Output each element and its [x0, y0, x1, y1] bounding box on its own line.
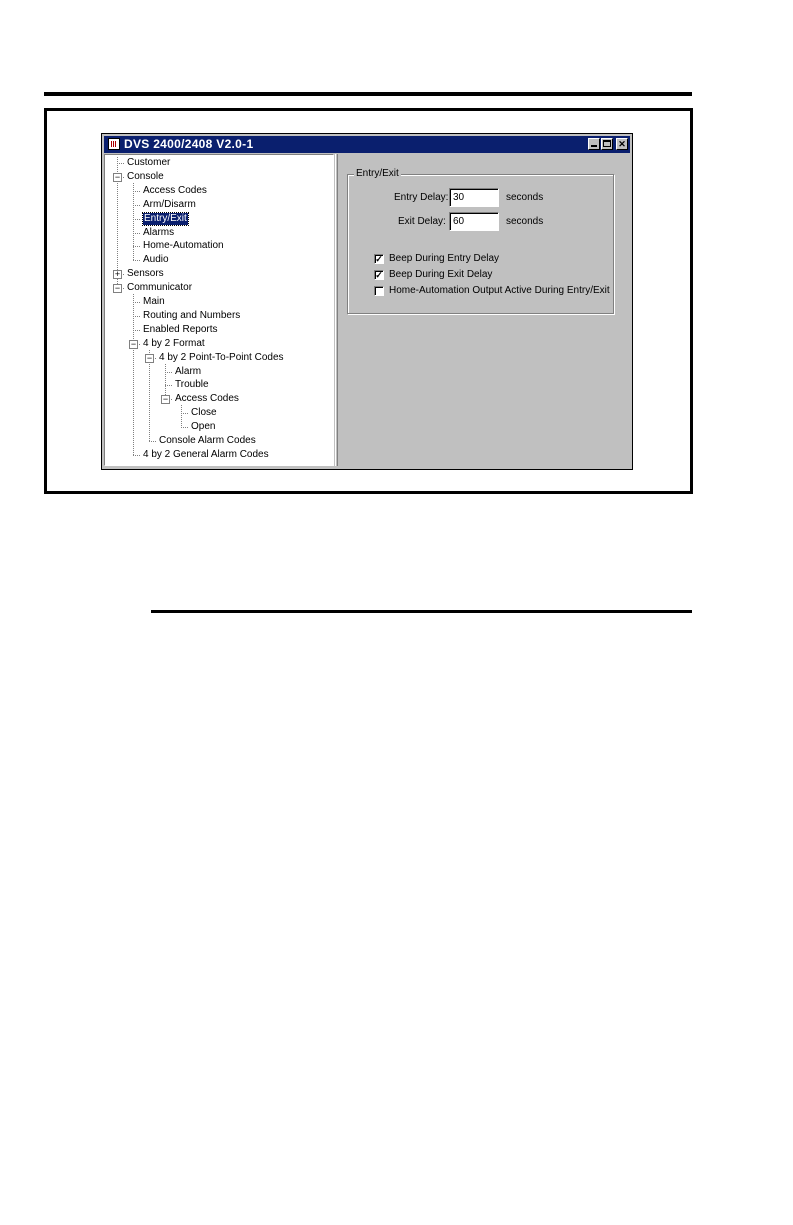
- navigation-tree[interactable]: [104, 154, 334, 466]
- top-rule: [44, 92, 692, 96]
- maximize-icon: [603, 140, 611, 147]
- app-window: [101, 133, 633, 470]
- tree-item[interactable]: Arm/Disarm: [143, 198, 196, 210]
- entry-delay-field[interactable]: [449, 188, 499, 207]
- tree-item[interactable]: 4 by 2 Point-To-Point Codes: [159, 351, 284, 363]
- group-title: Entry/Exit: [356, 168, 399, 179]
- tree-item[interactable]: Open: [191, 421, 216, 433]
- settings-pane: [338, 154, 630, 466]
- tree-item[interactable]: Trouble: [175, 379, 209, 391]
- tree-item[interactable]: Communicator: [127, 282, 193, 294]
- title-bar[interactable]: [104, 136, 630, 153]
- tree-collapse-icon[interactable]: −: [162, 394, 169, 404]
- entry-delay-label: Entry Delay:: [394, 192, 449, 203]
- section-rule: [151, 610, 692, 613]
- tree-item[interactable]: Console Alarm Codes: [159, 435, 256, 446]
- exit-delay-label: Exit Delay:: [398, 216, 446, 227]
- minimize-button[interactable]: [588, 138, 600, 150]
- checkbox[interactable]: ✓: [375, 254, 383, 264]
- tree-item[interactable]: Audio: [143, 254, 169, 266]
- tree-item[interactable]: Alarms: [143, 226, 175, 238]
- entry-exit-group: [347, 168, 614, 314]
- tree-item-selected[interactable]: Entry/Exit: [144, 212, 187, 224]
- checkbox-label[interactable]: Beep During Exit Delay: [389, 269, 493, 280]
- entry-delay-units: seconds: [506, 192, 544, 203]
- exit-delay-field[interactable]: [449, 212, 499, 231]
- tree-item[interactable]: Access Codes: [143, 184, 207, 196]
- tree-item[interactable]: Alarm: [175, 365, 202, 377]
- tree-collapse-icon[interactable]: −: [114, 283, 121, 293]
- close-button[interactable]: [616, 138, 628, 150]
- app-icon[interactable]: [108, 138, 120, 150]
- tree-item[interactable]: Access Codes: [175, 393, 239, 405]
- tree-item[interactable]: Sensors: [127, 268, 164, 280]
- tree-item[interactable]: Main: [143, 296, 165, 307]
- tree-item[interactable]: Enabled Reports: [143, 323, 218, 335]
- tree-collapse-icon[interactable]: −: [146, 353, 153, 363]
- checkbox[interactable]: [374, 286, 384, 296]
- checkbox[interactable]: ✓: [375, 270, 383, 280]
- tree-expand-icon[interactable]: +: [114, 269, 121, 279]
- exit-delay-units: seconds: [506, 216, 544, 227]
- tree-item[interactable]: Routing and Numbers: [143, 309, 241, 321]
- tree-item[interactable]: Home-Automation: [143, 240, 224, 252]
- tree-item[interactable]: 4 by 2 Format: [143, 337, 205, 349]
- maximize-button[interactable]: [601, 138, 613, 150]
- tree-item[interactable]: Console: [127, 170, 164, 182]
- checkbox-label[interactable]: Home-Automation Output Active During Entry/Exit: [389, 285, 610, 296]
- checkbox-label[interactable]: Beep During Entry Delay: [389, 253, 500, 264]
- tree-item[interactable]: Customer: [127, 157, 171, 168]
- window-title: DVS 2400/2408 V2.0-1: [124, 137, 254, 151]
- tree-collapse-icon[interactable]: −: [130, 339, 137, 349]
- tree-item[interactable]: 4 by 2 General Alarm Codes: [143, 448, 269, 460]
- minimize-icon: [591, 145, 597, 147]
- tree-item[interactable]: Close: [191, 407, 217, 419]
- tree-collapse-icon[interactable]: −: [114, 172, 121, 182]
- close-icon: ✕: [618, 139, 626, 149]
